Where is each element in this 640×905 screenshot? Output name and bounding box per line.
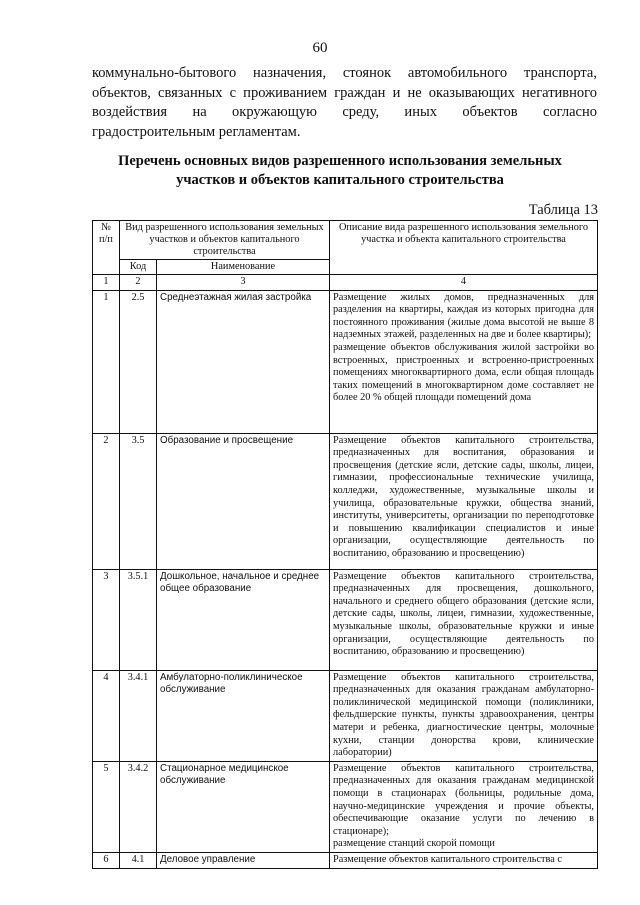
description-paragraph: Размещение жилых домов, предназначенных для разделения на квартиры, каждая из которых пригодна для постоянного проживания (жилые дома высотой не выше 8 надземных этажей, разделенных на две и более квартиры); [333, 291, 594, 341]
intro-line: воздействия на окружающую среду, иных объектов согласно [92, 104, 597, 120]
row-name: Стационарное медицинское обслуживание [157, 761, 330, 852]
row-description [330, 569, 598, 670]
table-label: Таблица 13 [528, 202, 598, 218]
table-row [93, 290, 598, 433]
table-header [93, 221, 598, 291]
table-row [93, 670, 598, 761]
row-name: Дошкольное, начальное и среднее общее образование [157, 569, 330, 670]
description-paragraph: размещение объектов обслуживания жилой застройки во встроенных, пристроенных и встроенно-пристроенных помещениях многоквартирного дома, если общая площадь таких помещений в многоквартирном доме составляет не более 20 % общей площади помещений дома [333, 341, 594, 404]
heading-line: участков и объектов капитального строительства [176, 172, 504, 188]
row-number: 4 [93, 670, 120, 761]
page-number: 60 [312, 40, 328, 56]
header-description: Описание вида разрешенного использования земельного участка и объекта капитального строительства [330, 221, 598, 275]
description-paragraph: Размещение объектов капитального строительства, предназначенных для просвещения, дошкольного, начального и среднего общего образования (детские ясли, детские сады, школы, лицеи, гимназии, художественные, музыкальные школы, образовательные кружки и иные организации, осуществляющие деятельность по воспитанию, образованию и просвещению) [333, 570, 594, 658]
row-number: 6 [93, 852, 120, 868]
section-heading [80, 152, 600, 190]
description-paragraph: Размещение объектов капитального строительства, предназначенных для оказания гражданам медицинской помощи в стационарах (больницы, родильные дома, научно-медицинские учреждения и прочие объекты, обеспечивающие оказание услуги по лечению в стационаре); [333, 762, 594, 837]
column-number: 2 [120, 275, 157, 291]
header-num: № п/п [93, 221, 120, 275]
row-description [330, 852, 598, 868]
column-number: 3 [157, 275, 330, 291]
heading-line: Перечень основных видов разрешенного использования земельных [118, 153, 562, 169]
intro-line: объектов, связанных с проживанием граждан и не оказывающих негативного [92, 84, 597, 101]
table-row [93, 433, 598, 569]
table-row [93, 569, 598, 670]
row-name: Образование и просвещение [157, 433, 330, 569]
description-paragraph: Размещение объектов капитального строительства, предназначенных для оказания гражданам амбулаторно-поликлинической медицинской помощи (поликлиники, фельдшерские пункты, пункты здравоохранения, центры матери и ребенка, диагностические центры, молочные кухни, станции донорства крови, клинические лаборатории) [333, 671, 594, 759]
row-code: 3.4.1 [120, 670, 157, 761]
description-paragraph: размещение станций скорой помощи [333, 838, 495, 850]
header-kind-group: Вид разрешенного использования земельных участков и объектов капитального строительства [120, 221, 330, 260]
column-number: 4 [330, 275, 598, 291]
row-number: 2 [93, 433, 120, 569]
row-name: Среднеэтажная жилая застройка [157, 290, 330, 433]
row-description [330, 670, 598, 761]
header-name: Наименование [157, 260, 330, 275]
intro-line: градостроительным регламентам. [92, 123, 301, 140]
row-description [330, 761, 598, 852]
description-paragraph: Размещение объектов капитального строительства, предназначенных для воспитания, образования и просвещения (детские ясли, детские сады, школы, лицеи, гимназии, профессиональные технические училища, колледжи, художественные, музыкальные школы и училища, образовательные кружки, общества знаний, институты, университеты, организации по переподготовке и повышению квалификации специалистов и иные организации, осуществляющие деятельность по воспитанию, образованию и просвещению) [333, 434, 594, 559]
description-paragraph: Размещение объектов капитального строительства с [333, 853, 562, 865]
row-code: 2.5 [120, 290, 157, 433]
column-number: 1 [93, 275, 120, 291]
row-code: 3.5 [120, 433, 157, 569]
uses-table [92, 220, 598, 869]
row-name: Амбулаторно-поликлиническое обслуживание [157, 670, 330, 761]
row-name: Деловое управление [157, 852, 330, 868]
table-row [93, 761, 598, 852]
row-code: 4.1 [120, 852, 157, 868]
header-code: Код [120, 260, 157, 275]
row-number: 5 [93, 761, 120, 852]
table-row [93, 852, 598, 868]
intro-paragraph [92, 64, 597, 142]
row-description [330, 290, 598, 433]
intro-line: коммунально-бытового назначения, стоянок автомобильного транспорта, [92, 65, 597, 81]
row-description [330, 433, 598, 569]
row-number: 1 [93, 290, 120, 433]
row-code: 3.5.1 [120, 569, 157, 670]
row-number: 3 [93, 569, 120, 670]
row-code: 3.4.2 [120, 761, 157, 852]
